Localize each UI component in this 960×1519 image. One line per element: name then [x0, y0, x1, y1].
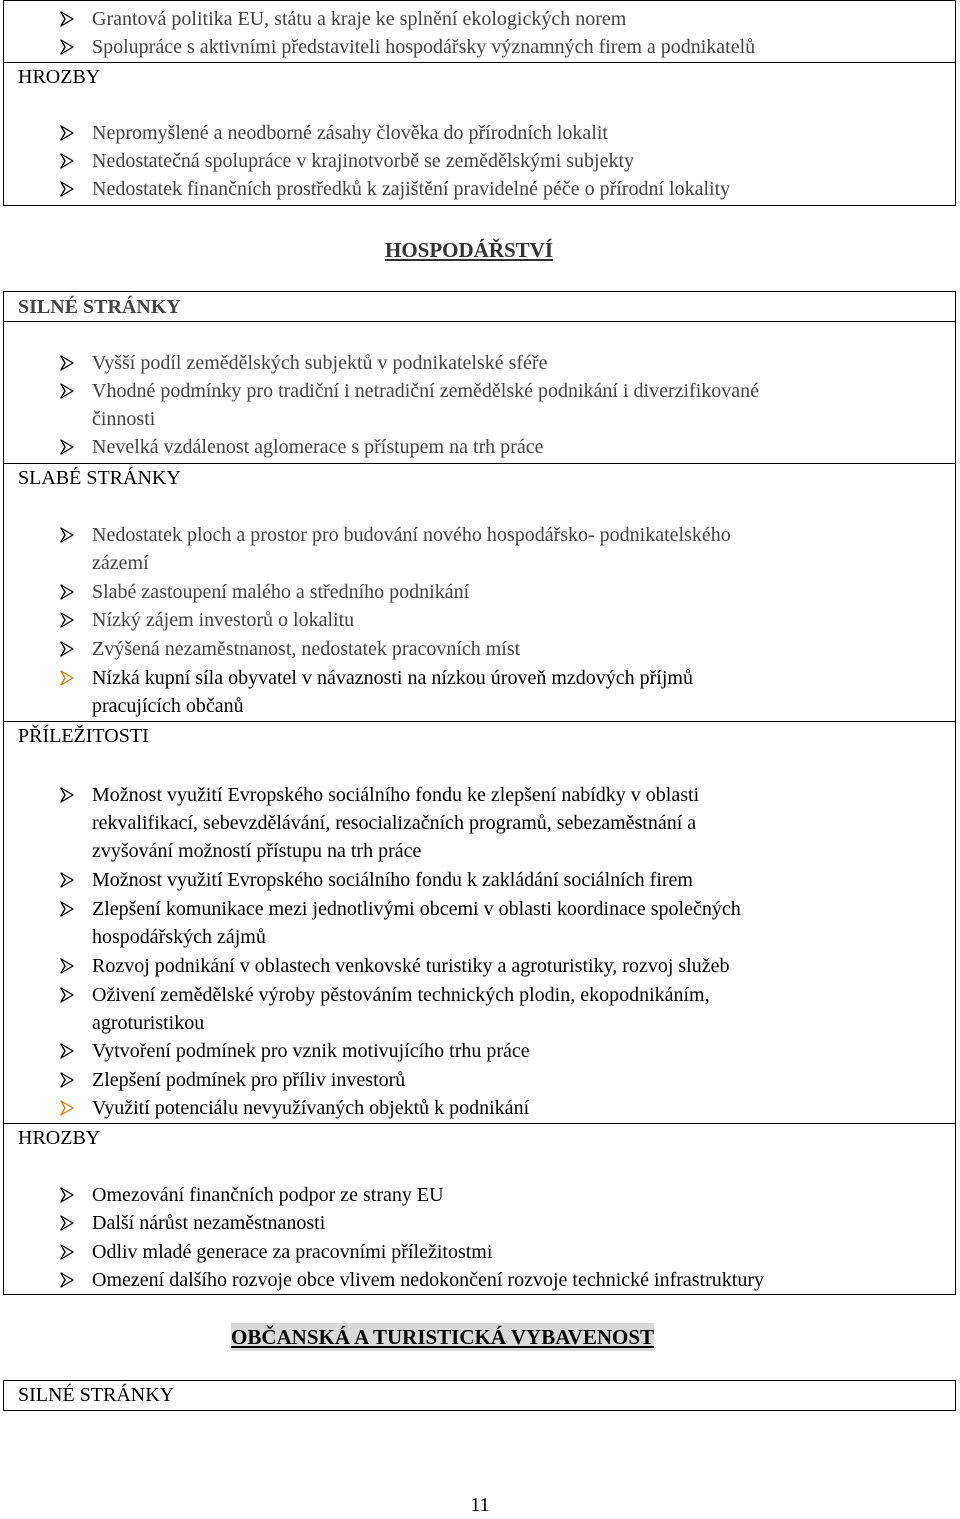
list-item-continuation: činnosti — [92, 408, 156, 430]
arrow-bullet-icon — [59, 181, 75, 197]
list-item: Slabé zastoupení malého a středního podnikání — [92, 581, 470, 603]
list-item: Využití potenciálu nevyužívaných objektů k podnikání — [92, 1097, 530, 1119]
list-item: Možnost využití Evropského sociálního fondu ke zlepšení nabídky v oblasti — [92, 784, 700, 806]
arrow-bullet-icon — [59, 612, 75, 628]
list-item: Možnost využití Evropského sociálního fondu k zakládání sociálních firem — [92, 869, 693, 891]
list-item: Zlepšení podmínek pro příliv investorů — [92, 1069, 406, 1091]
arrow-bullet-icon — [59, 641, 75, 657]
arrow-bullet-icon — [59, 987, 75, 1003]
arrow-bullet-icon — [59, 125, 75, 141]
arrow-bullet-icon — [59, 153, 75, 169]
arrow-bullet-icon — [59, 1100, 75, 1116]
list-item-continuation: pracujících občanů — [92, 695, 244, 717]
divider — [4, 62, 955, 63]
divider — [4, 1123, 955, 1124]
list-item-continuation: rekvalifikací, sebevzdělávání, resocializačních programů, sebezaměstnání a — [92, 812, 697, 834]
list-item: Oživení zemědělské výroby pěstováním technických plodin, ekopodnikáním, — [92, 984, 710, 1006]
list-item-continuation: agroturistikou — [92, 1012, 205, 1034]
arrow-bullet-icon — [59, 958, 75, 974]
arrow-bullet-icon — [59, 901, 75, 917]
arrow-bullet-icon — [59, 1215, 75, 1231]
section-heading-strengths: SILNÉ STRÁNKY — [18, 296, 181, 318]
list-item: Nedostatečná spolupráce v krajinotvorbě se zemědělskými subjekty — [92, 150, 635, 172]
list-item: Zlepšení komunikace mezi jednotlivými obcemi v oblasti koordinace společných — [92, 898, 741, 920]
list-item: Odliv mladé generace za pracovními příležitostmi — [92, 1241, 493, 1263]
list-item: Rozvoj podnikání v oblastech venkovské turistiky a agroturistiky, rozvoj služeb — [92, 955, 730, 977]
list-item: Spolupráce s aktivními představiteli hospodářsky významných firem a podnikatelů — [92, 36, 756, 58]
section-title-hospodarstvi: HOSPODÁŘSTVÍ — [385, 238, 554, 262]
section-heading-strengths: SILNÉ STRÁNKY — [18, 1384, 175, 1406]
section-heading-weaknesses: SLABÉ STRÁNKY — [18, 467, 181, 489]
obcanska-box — [3, 1380, 956, 1411]
page-number: 11 — [470, 1494, 490, 1516]
arrow-bullet-icon — [59, 787, 75, 803]
list-item-continuation: zázemí — [92, 552, 149, 574]
list-item: Nízký zájem investorů o lokalitu — [92, 609, 355, 631]
list-item: Nepromyšlené a neodborné zásahy člověka do přírodních lokalit — [92, 122, 608, 144]
hospodarstvi-box — [3, 291, 956, 1295]
list-item: Nevelká vzdálenost aglomerace s přístupem na trh práce — [92, 436, 544, 458]
section-heading-opportunities: PŘÍLEŽITOSTI — [18, 725, 149, 747]
arrow-bullet-icon — [59, 1043, 75, 1059]
arrow-bullet-icon — [59, 584, 75, 600]
list-item: Další nárůst nezaměstnanosti — [92, 1212, 326, 1234]
arrow-bullet-icon — [59, 383, 75, 399]
list-item: Nízká kupní síla obyvatel v návaznosti na nízkou úroveň mzdových příjmů — [92, 667, 693, 689]
arrow-bullet-icon — [59, 355, 75, 371]
list-item: Zvýšená nezaměstnanost, nedostatek pracovních míst — [92, 638, 521, 660]
arrow-bullet-icon — [59, 1187, 75, 1203]
top-box — [3, 0, 956, 206]
arrow-bullet-icon — [59, 872, 75, 888]
list-item: Vyšší podíl zemědělských subjektů v podnikatelské sféře — [92, 352, 548, 374]
list-item: Nedostatek ploch a prostor pro budování nového hospodářsko- podnikatelského — [92, 524, 731, 546]
arrow-bullet-icon — [59, 1244, 75, 1260]
list-item: Nedostatek finančních prostředků k zajištění pravidelné péče o přírodní lokality — [92, 178, 731, 200]
list-item: Omezování finančních podpor ze strany EU — [92, 1184, 444, 1206]
divider — [4, 321, 955, 322]
section-heading-threats: HROZBY — [18, 66, 101, 88]
arrow-bullet-icon — [59, 11, 75, 27]
section-title-obcanska-vybavenost: OBČANSKÁ A TURISTICKÁ VYBAVENOST — [231, 1325, 655, 1349]
arrow-bullet-icon — [59, 1072, 75, 1088]
list-item: Grantová politika EU, státu a kraje ke splnění ekologických norem — [92, 8, 627, 30]
list-item: Vytvoření podmínek pro vznik motivujícího trhu práce — [92, 1040, 530, 1062]
list-item: Vhodné podmínky pro tradiční i netradiční zemědělské podnikání i diverzifikované — [92, 380, 760, 402]
list-item-continuation: zvyšování možností přístupu na trh práce — [92, 840, 422, 862]
section-heading-threats: HROZBY — [18, 1127, 101, 1149]
arrow-bullet-icon — [59, 527, 75, 543]
arrow-bullet-icon — [59, 670, 75, 686]
arrow-bullet-icon — [59, 439, 75, 455]
list-item-continuation: hospodářských zájmů — [92, 926, 266, 948]
arrow-bullet-icon — [59, 39, 75, 55]
arrow-bullet-icon — [59, 1272, 75, 1288]
list-item: Omezení dalšího rozvoje obce vlivem nedokončení rozvoje technické infrastruktury — [92, 1269, 764, 1291]
